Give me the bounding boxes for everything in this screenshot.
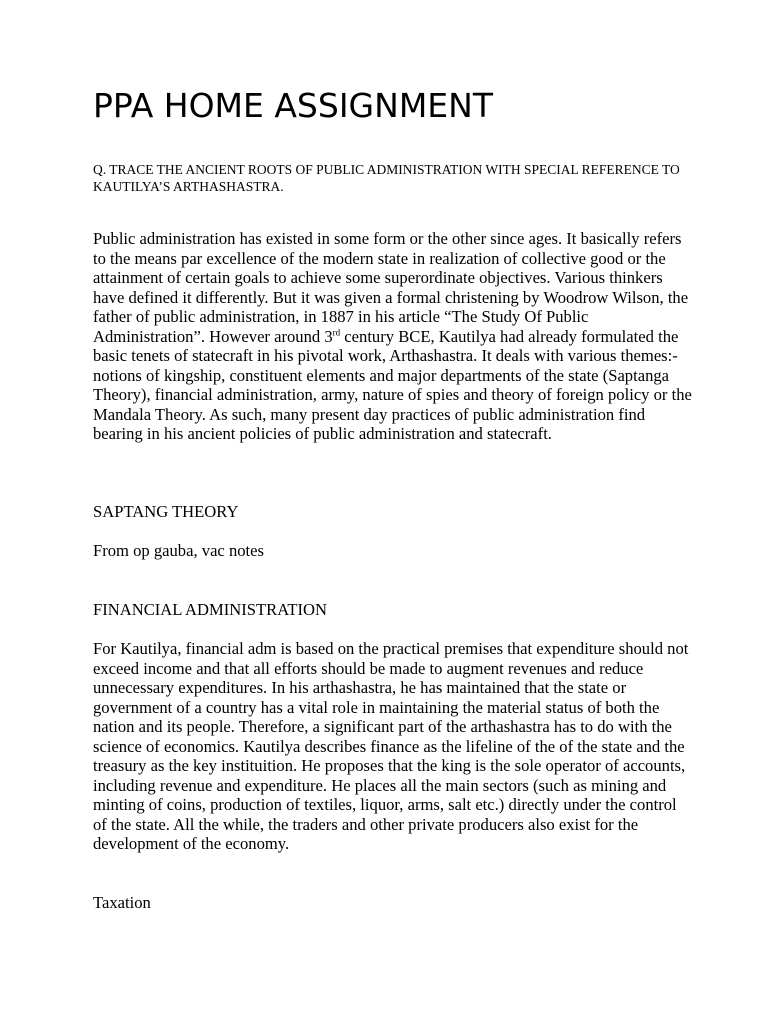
taxation-heading: Taxation	[93, 893, 151, 912]
document-title: PPA HOME ASSIGNMENT	[93, 86, 493, 125]
assignment-question: Q. TRACE THE ANCIENT ROOTS OF PUBLIC ADMINISTRATION WITH SPECIAL REFERENCE TO KAUTILYA’S ARTHASHASTRA.	[93, 162, 680, 194]
saptang-source-note: From op gauba, vac notes	[93, 541, 264, 560]
saptang-theory-heading: SAPTANG THEORY	[93, 502, 239, 521]
intro-text-part2: century BCE, Kautilya had already formulated the basic tenets of statecraft in his pivotal work, Arthashastra. It deals with various themes:- notions of kingship, constituent elements and major departments of the state (Saptanga Theory), financial administration, army, nature of spies and theory of foreign policy or the Mandala Theory. As such, many present day practices of public administration find bearing in his ancient policies of public administration and statecraft.	[93, 326, 692, 443]
financial-administration-paragraph: For Kautilya, financial adm is based on the practical premises that expenditure should not exceed income and that all efforts should be made to augment revenues and reduce unnecessary expenditures. In his arthashastra, he has maintained that the state or government of a country has a vital role in maintaining the material status of both the nation and its people. Therefore, a significant part of the arthashastra has to do with the science of economics. Kautilya describes finance as the lifeline of the of the state and the treasury as the key instituition. He proposes that the king is the sole operator of accounts, including revenue and expenditure. He places all the main sectors (such as mining and minting of coins, production of textiles, liquor, arms, salt etc.) directly under the control of the state. All the while, the traders and other private producers also exist for the development of the economy.	[93, 639, 689, 853]
ordinal-superscript: rd	[332, 326, 341, 337]
intro-text-part1: Public administration has existed in some form or the other since ages. It basically refers to the means par excellence of the modern state in realization of collective good or the attainment of certain goals to achieve some superordinate objectives. Various thinkers have defined it differently. But it was given a formal christening by Woodrow Wilson, the father of public administration, in 1887 in his article “The Study Of Public Administration”. However around 3	[93, 229, 689, 346]
intro-paragraph	[93, 229, 693, 444]
financial-administration-heading: FINANCIAL ADMINISTRATION	[93, 600, 327, 619]
